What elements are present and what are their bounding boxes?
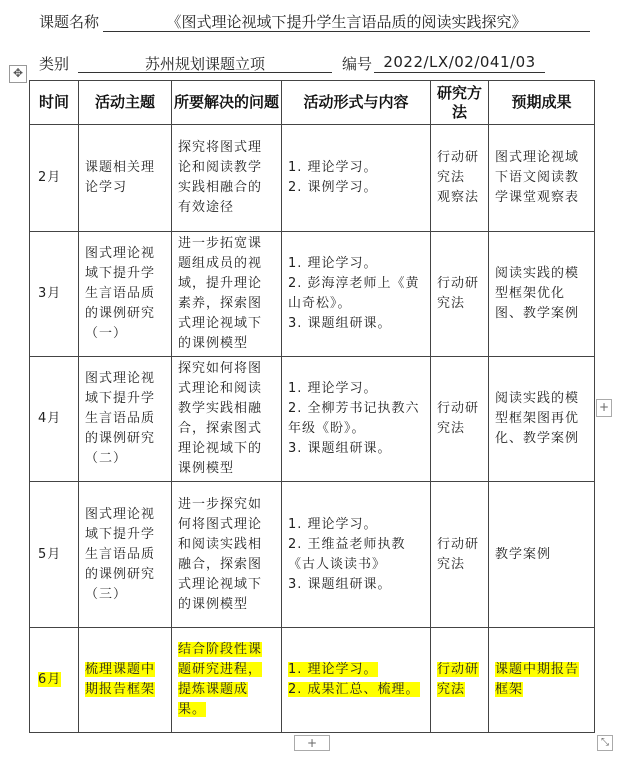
row-problem[interactable]	[172, 628, 282, 733]
header-row	[30, 81, 595, 125]
highlight: 结合阶段性课题研究进程，提炼课题成果。	[178, 642, 263, 717]
row-theme[interactable]: 图式理论视域下提升学生言语品质的课例研究（三）	[79, 482, 172, 628]
header-theme: 活动主题	[79, 81, 172, 125]
add-row-button[interactable]	[294, 735, 330, 751]
highlight: 1. 理论学习。	[288, 662, 378, 677]
content-item	[288, 680, 424, 700]
row-month[interactable]: 4月	[30, 357, 79, 482]
table-row	[30, 125, 595, 232]
content-item: 1. 理论学习。	[288, 160, 378, 175]
header-time: 时间	[30, 81, 79, 125]
row-result[interactable]	[489, 628, 595, 733]
highlight: 课题中期报告框架	[495, 662, 580, 697]
content-item: 1. 理论学习。	[288, 516, 378, 532]
row-month[interactable]: 5月	[30, 482, 79, 628]
content-item: 2. 王维益老师执教《古人谈读书》	[288, 536, 406, 572]
row-result[interactable]: 阅读实践的模型框架图再优化、教学案例	[489, 357, 595, 482]
row-problem[interactable]: 探究将图式理论和阅读教学实践相融合的有效途径	[172, 125, 282, 232]
number-underline	[374, 72, 545, 73]
header-result: 预期成果	[489, 81, 595, 125]
category-value: 苏州规划课题立项	[144, 55, 265, 73]
row-content[interactable]	[282, 628, 431, 733]
number-label: 编号	[342, 55, 373, 73]
highlight: 梳理课题中期报告框架	[85, 662, 156, 697]
row-problem[interactable]: 探究如何将图式理论和阅读教学实践相融合，探索图式理论视域下的课例模型	[172, 357, 282, 482]
row-month[interactable]: 2月	[30, 125, 79, 232]
content-item: 1. 理论学习。	[288, 381, 378, 396]
content-item: 3. 课题组研课。	[288, 316, 392, 331]
highlight: 6月	[38, 672, 62, 687]
title-value: 《图式理论视域下提升学生言语品质的阅读实践探究》	[166, 13, 527, 31]
header-content: 活动形式与内容	[282, 81, 431, 125]
row-method[interactable]: 行动研究法	[431, 357, 489, 482]
content-item: 1. 理论学习。	[288, 256, 378, 271]
highlight: 2. 成果汇总、梳理。	[288, 682, 420, 697]
row-problem[interactable]: 进一步拓宽课题组成员的视域，提升理论素养，探索图式理论视域下的课例模型	[172, 232, 282, 357]
row-content[interactable]	[282, 482, 431, 628]
table-row	[30, 482, 595, 628]
add-column-button[interactable]	[596, 399, 612, 417]
row-method[interactable]	[431, 628, 489, 733]
row-result[interactable]: 阅读实践的模型框架优化图、教学案例	[489, 232, 595, 357]
row-month[interactable]	[30, 628, 79, 733]
content-item	[288, 660, 424, 680]
row-problem[interactable]: 进一步探究如何将图式理论和阅读实践相融合，探索图式理论视域下的课例模型	[172, 482, 282, 628]
row-method[interactable]: 行动研究法	[431, 482, 489, 628]
row-theme[interactable]: 图式理论视域下提升学生言语品质的课例研究（二）	[79, 357, 172, 482]
row-month[interactable]: 3月	[30, 232, 79, 357]
plus-icon: +	[598, 400, 610, 414]
row-method[interactable]: 行动研究法	[431, 232, 489, 357]
title-label: 课题名称	[39, 13, 100, 31]
highlight: 行动研究法	[437, 662, 480, 697]
category-label: 类别	[39, 55, 70, 73]
row-result[interactable]: 教学案例	[489, 482, 595, 628]
number-value: 2022/LX/02/041/03	[383, 53, 536, 71]
content-item: 3. 课题组研课。	[288, 441, 392, 456]
header-problem: 所要解决的问题	[172, 81, 282, 125]
row-content[interactable]	[282, 125, 431, 232]
content-item: 2. 全柳芳书记执教六年级《盼》。	[288, 401, 420, 436]
row-method[interactable]: 行动研究法 观察法	[431, 125, 489, 232]
row-theme[interactable]: 图式理论视域下提升学生言语品质的课例研究（一）	[79, 232, 172, 357]
content-item: 3. 课题组研课。	[288, 576, 392, 592]
resize-icon[interactable]: ⤡	[597, 735, 613, 751]
table-row	[30, 628, 595, 733]
content-item: 2. 课例学习。	[288, 180, 378, 195]
table-row	[30, 232, 595, 357]
move-icon[interactable]: ✥	[9, 65, 27, 83]
header-method: 研究方法	[431, 81, 489, 125]
row-theme[interactable]: 课题相关理论学习	[79, 125, 172, 232]
row-result[interactable]: 图式理论视域下语文阅读教学课堂观察表	[489, 125, 595, 232]
table-row	[30, 357, 595, 482]
row-content[interactable]	[282, 232, 431, 357]
row-theme[interactable]	[79, 628, 172, 733]
row-content[interactable]	[282, 357, 431, 482]
activity-table	[29, 80, 595, 733]
content-item: 2. 彭海淳老师上《黄山奇松》。	[288, 276, 420, 311]
plus-icon: +	[306, 736, 318, 750]
